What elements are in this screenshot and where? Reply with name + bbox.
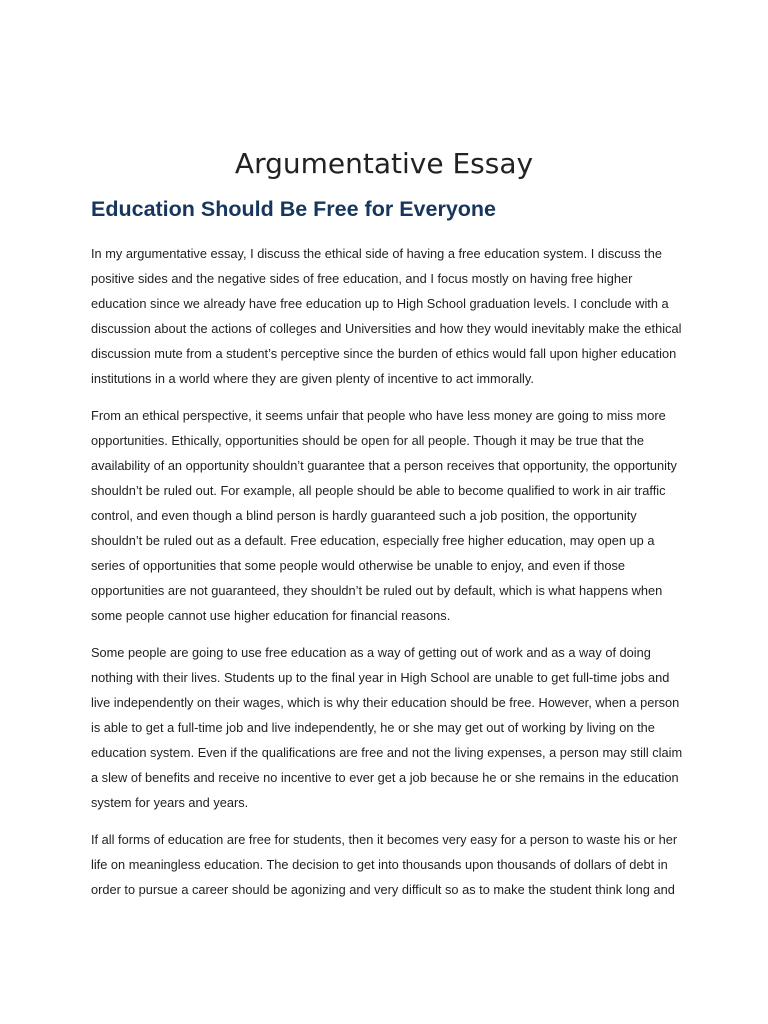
- text-line: availability of an opportunity shouldn’t guarantee that a person receives that opportunity, the opportunity: [91, 458, 677, 473]
- text-line: discussion about the actions of colleges and Universities and how they would inevitably make the ethical: [91, 321, 682, 336]
- text-line: Some people are going to use free education as a way of getting out of work and as a way of doing: [91, 645, 651, 660]
- text-line: life on meaningless education. The decision to get into thousands upon thousands of dollars of debt in: [91, 857, 668, 872]
- paragraph-ethics: [91, 403, 681, 628]
- text-line: shouldn’t be ruled out. For example, all people should be able to become qualified to work in air traffic: [91, 483, 666, 498]
- text-line: education since we already have free education up to High School graduation levels. I conclude with a: [91, 296, 669, 311]
- text-line: series of opportunities that some people would otherwise be unable to enjoy, and even if those: [91, 558, 626, 573]
- text-line: nothing with their lives. Students up to the final year in High School are unable to get full-time jobs and: [91, 670, 670, 685]
- text-line: If all forms of education are free for students, then it becomes very easy for a person to waste his or her: [91, 832, 678, 847]
- paragraph-intro: [91, 241, 681, 391]
- essay-subtitle: Education Should Be Free for Everyone: [91, 197, 496, 221]
- text-line: education system. Even if the qualifications are free and not the living expenses, a person may still claim: [91, 745, 683, 760]
- essay-body: [91, 241, 681, 914]
- text-line: institutions in a world where they are given plenty of incentive to act immorally.: [91, 371, 534, 386]
- text-line: From an ethical perspective, it seems unfair that people who have less money are going to miss more: [91, 408, 666, 423]
- text-line: positive sides and the negative sides of free education, and I focus mostly on having free higher: [91, 271, 633, 286]
- paragraph-waste: [91, 827, 681, 902]
- document-title: Argumentative Essay: [234, 147, 534, 180]
- text-line: opportunities are not guaranteed, they shouldn’t be ruled out by default, which is what happens when: [91, 583, 663, 598]
- text-line: shouldn’t be ruled out as a default. Free education, especially free higher education, may open up a: [91, 533, 655, 548]
- text-line: In my argumentative essay, I discuss the ethical side of having a free education system. I discuss the: [91, 246, 662, 261]
- text-line: system for years and years.: [91, 795, 249, 810]
- text-line: discussion mute from a student’s perceptive since the burden of ethics would fall upon higher education: [91, 346, 677, 361]
- paragraph-counterpoint: [91, 640, 681, 815]
- text-line: some people cannot use higher education for financial reasons.: [91, 608, 451, 623]
- text-line: is able to get a full-time job and live independently, he or she may get out of working by living on the: [91, 720, 655, 735]
- text-line: order to pursue a career should be agonizing and very difficult so as to make the student think long and: [91, 882, 675, 897]
- text-line: a slew of benefits and receive no incentive to ever get a job because he or she remains in the education: [91, 770, 679, 785]
- text-line: control, and even though a blind person is hardly guaranteed such a job position, the opportunity: [91, 508, 637, 523]
- text-line: live independently on their wages, which is why their education should be free. However, when a person: [91, 695, 680, 710]
- text-line: opportunities. Ethically, opportunities should be open for all people. Though it may be true that the: [91, 433, 644, 448]
